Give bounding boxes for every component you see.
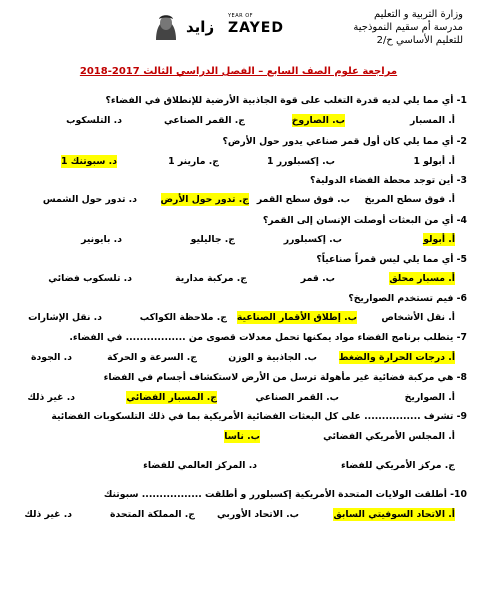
q3-option-c: ج. تدور حول الأرض (160, 194, 249, 205)
question-7-options (8, 351, 467, 364)
worksheet-title: مراجعة علوم الصف السابع – الفصل الدراسي الثالث 2017-2018 (79, 66, 398, 77)
q2-option-b: ب. إكسبلورر 1 (266, 156, 335, 167)
school-level: للتعليم الأساسي ح/2 (376, 35, 463, 46)
question-3-options (8, 193, 467, 206)
logo-year-of-text: YEAR OF (228, 13, 254, 19)
q5-option-c: ج. مركبة مدارية (175, 273, 247, 284)
q9-option-d: د. المركز العالمي للفضاء (143, 460, 257, 471)
q4-option-a: أ. أبولو (423, 234, 455, 245)
q1-option-d: د. التلسكوب (66, 115, 122, 126)
q4-option-c: ج. جاليليو (190, 234, 235, 245)
q6-option-d: د. نقل الإشارات (28, 312, 102, 323)
q10-option-c: ج. المملكة المتحدة (110, 509, 195, 520)
question-2: 2- أي مما يلي كان أول قمر صناعي يدور حول الأرض؟ (222, 136, 467, 147)
q6-option-a: أ. نقل الأشخاص (381, 312, 455, 323)
ministry-name: وزارة التربية و التعليم (373, 9, 463, 20)
q1-option-b: ب. الصاروخ (291, 115, 345, 126)
q9-option-c: ج. مركز الأمريكي للفضاء (340, 460, 455, 471)
q10-option-a: أ. الاتحاد السوفيتي السابق (333, 509, 455, 520)
school-name: مدرسة أم سقيم النموذجية (353, 22, 463, 33)
question-6: 6- فيم تستخدم الصواريخ؟ (348, 293, 467, 304)
question-9-options-row1 (8, 430, 467, 443)
q7-option-a: أ. درجات الحرارة والضغط (338, 352, 455, 363)
q9-option-b: ب. ناسا (224, 431, 260, 442)
question-8: 8- هي مركبة فضائية غير مأهولة ترسل من الأرض لاستكشاف أجسام في الفضاء (103, 372, 467, 383)
q8-option-b: ب. القمر الصناعي (255, 392, 339, 403)
question-4-options (8, 233, 467, 246)
q6-option-c: ج. ملاحظة الكواكب (139, 312, 227, 323)
question-5: 5- أي مما يلي ليس قمراً صناعياً؟ (316, 254, 467, 265)
question-2-options (8, 155, 467, 168)
question-10-options (8, 508, 467, 521)
q1-option-a: أ. المسبار (410, 115, 455, 126)
q2-option-c: ج. مارينر 1 (168, 156, 219, 167)
q3-option-a: أ. فوق سطح المريخ (364, 194, 455, 205)
question-4: 4- أي من البعثات أوصلت الإنسان إلى القمر؟ (262, 215, 467, 226)
question-6-options (8, 311, 467, 324)
q7-option-b: ب. الجاذبية و الوزن (228, 352, 317, 363)
q5-option-a: أ. مسبار محلق (389, 273, 455, 284)
question-9: 9- تشرف ................ على كل البعثات الفضائية الأمريكية بما في ذلك التلسكوبات الفضائية (51, 411, 467, 422)
q1-option-c: ج. القمر الصناعي (164, 115, 245, 126)
question-1: 1- أي مما يلي لديه قدرة التغلب على قوة الجاذبية الأرضية للإنطلاق في الفضاء؟ (105, 95, 467, 106)
q5-option-b: ب. قمر (300, 273, 335, 284)
q2-option-a: أ. أبولو 1 (413, 156, 455, 167)
question-1-options (8, 114, 467, 127)
question-9-options-row2 (8, 459, 467, 472)
question-3: 3- أين توجد محطة الفضاء الدولية؟ (309, 175, 467, 186)
q10-option-d: د. غير ذلك (24, 509, 72, 520)
q4-option-d: د. بايونير (81, 234, 122, 245)
logo-arabic-text: زايد (186, 18, 215, 36)
q3-option-b: ب. فوق سطح القمر (256, 194, 350, 205)
q8-option-d: د. غير ذلك (27, 392, 75, 403)
q8-option-a: أ. الصواريخ (404, 392, 455, 403)
q4-option-b: ب. إكسبلورر (283, 234, 342, 245)
q7-option-c: ج. السرعة و الحركة (107, 352, 197, 363)
q2-option-d: د. سبوتنك 1 (61, 156, 117, 167)
q9-option-a: أ. المجلس الأمريكي الفضائي (323, 431, 455, 442)
q6-option-b: ب. إطلاق الأقمار الصناعية (236, 312, 357, 323)
question-7: 7- يتطلب برنامج الفضاء مواد يمكنها تحمل معدلات قصوى من ................. في الفضاء. (69, 332, 467, 343)
q7-option-d: د. الجودة (30, 352, 72, 363)
question-5-options (8, 272, 467, 285)
year-of-zayed-logo (150, 10, 300, 44)
q5-option-d: د. تلسكوب فضائي (48, 273, 132, 284)
q10-option-b: ب. الاتحاد الأوربي (216, 509, 299, 520)
school-header (313, 8, 463, 47)
q8-option-c: ج. المسبار الفضائي (126, 392, 217, 403)
question-8-options (8, 391, 467, 404)
zayed-portrait-icon (150, 10, 182, 44)
logo-zayed-text: ZAYED (228, 20, 284, 36)
question-10: 10- أطلقت الولايات المتحدة الأمريكية إكسبلورر و أطلقت ................. سبوتنك (103, 489, 467, 500)
q3-option-d: د. تدور حول الشمس (42, 194, 137, 205)
